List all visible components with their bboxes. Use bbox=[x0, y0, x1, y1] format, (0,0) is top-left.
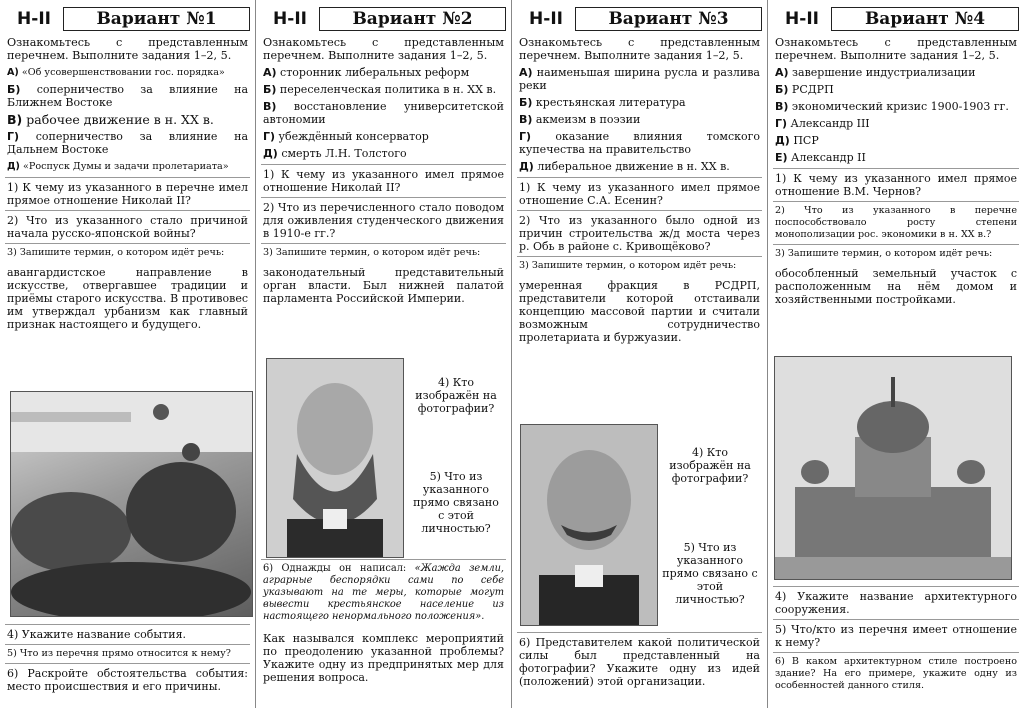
cathedral-image bbox=[775, 357, 1011, 579]
term-definition: авангардистское направление в искусстве, отвергавшее традиции и приёмы старого искусства. В противовес им утверждал урбанизм как главный признак настоящего и будущего. bbox=[7, 266, 248, 331]
question-6-block bbox=[261, 559, 506, 688]
variant-2-column bbox=[256, 0, 512, 708]
question-3: 3) Запишите термин, о котором идёт речь: bbox=[773, 244, 1019, 263]
instructions: Ознакомьтесь с представленным перечнем. Выполните задания 1–2, 5. bbox=[519, 36, 760, 62]
level-label: Н-II bbox=[17, 9, 51, 29]
variant-title: Вариант №4 bbox=[831, 7, 1019, 31]
term-definition: обособленный земельный участок с расположенным на нём домом и хозяйственными постройками. bbox=[775, 267, 1017, 306]
question-1: 1) К чему из указанного имел прямое отношение С.А. Есенин? bbox=[517, 177, 762, 210]
question-3: 3) Запишите термин, о котором идёт речь: bbox=[261, 243, 506, 262]
question-6-task: Как назывался комплекс мероприятий по преодолению указанной проблемы? Укажите одну из предпринятых мер для решения вопроса. bbox=[263, 632, 504, 684]
list-item: Е) Александр II bbox=[775, 151, 866, 164]
question-4: 4) Укажите название архитектурного сооружения. bbox=[773, 586, 1019, 619]
list-item: Д) ПСР bbox=[775, 134, 819, 147]
question-5: 5) Что из указанного прямо связано с этой личностью? bbox=[662, 541, 758, 606]
question-4: 4) Укажите название события. bbox=[5, 624, 250, 644]
question-3: 3) Запишите термин, о котором идёт речь: bbox=[5, 243, 250, 262]
variant-title: Вариант №2 bbox=[319, 7, 506, 31]
instructions: Ознакомьтесь с представленным перечнем. Выполните задания 1–2, 5. bbox=[775, 36, 1017, 62]
variant-4-column bbox=[768, 0, 1024, 708]
instructions: Ознакомьтесь с представленным перечнем. Выполните задания 1–2, 5. bbox=[7, 36, 248, 62]
variant-header bbox=[5, 6, 250, 32]
question-6: 6) Однажды он написал: «Жажда земли, аграрные беспорядки сами по себе указывают на те меры, которые могут вывести крестьянское население из настоящего ненормального положения». bbox=[261, 559, 506, 626]
list-item: Г) соперничество за влияние на Дальнем Востоке bbox=[7, 130, 249, 156]
list-item: Б) крестьянская литература bbox=[519, 96, 686, 109]
variant-1-column bbox=[0, 0, 256, 708]
variant-title: Вариант №1 bbox=[63, 7, 250, 31]
list-item: Д) либеральное движение в н. XX в. bbox=[519, 160, 730, 173]
list-item: Г) убеждённый консерватор bbox=[263, 130, 429, 143]
question-1: 1) К чему из указанного в перечне имел прямое отношение Николай II? bbox=[5, 177, 250, 210]
question-2: 2) Что из перечисленного стало поводом для оживления студенческого движения в 1910-е гг.? bbox=[261, 197, 506, 243]
list-item: Д) смерть Л.Н. Толстого bbox=[263, 147, 407, 160]
portrait-photo bbox=[266, 358, 404, 558]
variant-header bbox=[773, 6, 1019, 32]
bearded-man-portrait-image bbox=[267, 359, 403, 557]
question-2: 2) Что из указанного стало причиной начала русско-японской войны? bbox=[5, 210, 250, 243]
question-5: 5) Что из перечня прямо относится к нему? bbox=[5, 644, 250, 663]
list-item: Г) Александр III bbox=[775, 117, 870, 130]
term-definition: законодательный представительный орган власти. Был нижней палатой парламента Российской Империи. bbox=[263, 266, 504, 305]
question-6: 6) Раскройте обстоятельства события: место происшествия и его причины. bbox=[5, 663, 250, 696]
question-6: 6) Представителем какой политической силы был представленный на фотографии? Укажите одну из идей (положений) этой организации. bbox=[517, 632, 762, 691]
list-item: А) «Об усовершенствовании гос. порядка» bbox=[7, 67, 225, 78]
question-1: 1) К чему из указанного имел прямое отношение В.М. Чернов? bbox=[773, 168, 1019, 201]
list-item: А) сторонник либеральных реформ bbox=[263, 66, 470, 79]
question-2: 2) Что из указанного в перечне поспособствовало росту степени монополизации рос. экономики в н. XX в.? bbox=[773, 201, 1019, 244]
level-label: Н-II bbox=[785, 9, 819, 29]
question-5: 5) Что из указанного прямо связано с этой личностью? bbox=[413, 470, 499, 535]
list-item: А) наименьшая ширина русла и разлива реки bbox=[519, 66, 760, 92]
bottom-questions bbox=[5, 624, 250, 696]
list-item: Б) РСДРП bbox=[775, 83, 834, 96]
list-item: Д) «Роспуск Думы и задачи пролетариата» bbox=[7, 161, 229, 172]
list-item: Г) оказание влияния томского купечества на правительство bbox=[519, 130, 760, 156]
question-1: 1) К чему из указанного имел прямое отношение Николай II? bbox=[261, 164, 506, 197]
list-item: В) восстановление университетской автономии bbox=[263, 100, 504, 126]
list-item: В) акмеизм в поэзии bbox=[519, 113, 641, 126]
variant-header bbox=[261, 6, 506, 32]
mustached-man-portrait-image bbox=[521, 425, 657, 625]
variant-title: Вариант №3 bbox=[575, 7, 762, 31]
question-4: 4) Кто изображён на фотографии? bbox=[669, 446, 751, 485]
question-6-block bbox=[517, 632, 762, 691]
portrait-photo bbox=[520, 424, 658, 626]
list-item: В) экономический кризис 1900-1903 гг. bbox=[775, 100, 1009, 113]
level-label: Н-II bbox=[529, 9, 563, 29]
level-label: Н-II bbox=[273, 9, 307, 29]
list-item: Б) соперничество за влияние на Ближнем Востоке bbox=[7, 83, 249, 109]
list-item: А) завершение индустриализации bbox=[775, 66, 976, 79]
list-item: В) рабочее движение в н. XX в. bbox=[7, 112, 214, 127]
battle-painting bbox=[10, 391, 253, 617]
list-item: Б) переселенческая политика в н. XX в. bbox=[263, 83, 497, 96]
question-3: 3) Запишите термин, о котором идёт речь: bbox=[517, 256, 762, 275]
variant-3-column bbox=[512, 0, 768, 708]
bottom-questions bbox=[773, 586, 1019, 695]
instructions: Ознакомьтесь с представленным перечнем. Выполните задания 1–2, 5. bbox=[263, 36, 504, 62]
cathedral-photo bbox=[774, 356, 1012, 580]
term-definition: умеренная фракция в РСДРП, представители которой отстаивали концепцию массовой партии и считали возможным сотрудничество пролетариата и буржуазии. bbox=[519, 279, 760, 344]
crowd-scene-image bbox=[11, 392, 252, 616]
question-6: 6) В каком архитектурном стиле построено здание? На его примере, укажите одну из особенностей данного стиля. bbox=[773, 652, 1019, 695]
question-4: 4) Кто изображён на фотографии? bbox=[415, 376, 497, 415]
question-2: 2) Что из указанного было одной из причин строительства ж/д моста через р. Обь в районе с. Кривощёково? bbox=[517, 210, 762, 256]
variant-header bbox=[517, 6, 762, 32]
question-5: 5) Что/кто из перечня имеет отношение к нему? bbox=[773, 619, 1019, 652]
